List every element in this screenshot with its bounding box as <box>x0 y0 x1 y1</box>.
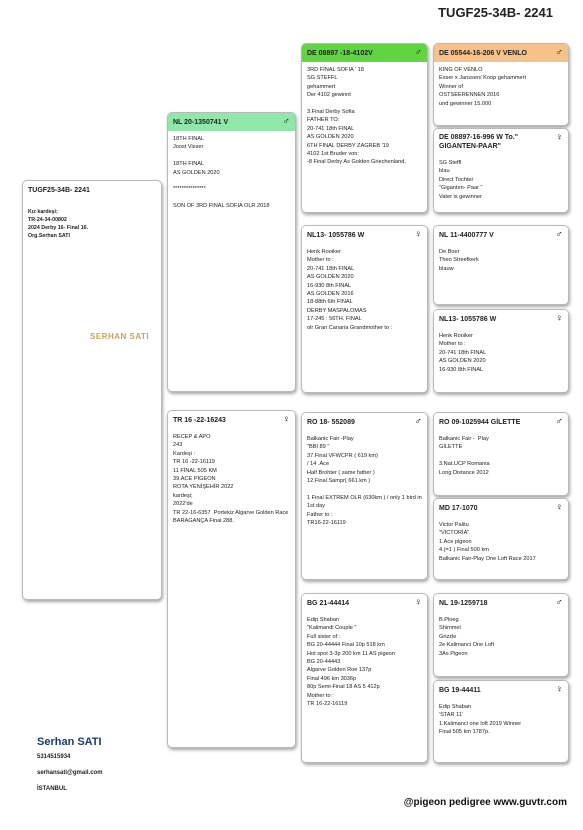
sds-info <box>434 244 568 277</box>
info-line: Kardeşi : <box>173 450 196 457</box>
info-line: BARAGANÇA Final 288. <box>173 518 234 525</box>
sds-ring: NL 11-4400777 V <box>439 231 494 239</box>
info-line: Der 4102 gewinnt <box>307 92 351 99</box>
female-icon: ♀ <box>414 229 422 240</box>
info-line: Edip Shaban <box>439 704 472 710</box>
info-line <box>173 194 290 202</box>
female-icon: ♀ <box>282 414 290 425</box>
info-line: BG 20-44444 Final 10p 518 km <box>307 642 385 649</box>
info-line: kardeşi; <box>173 492 193 499</box>
ss-ring: DE 08897 -18-4102V <box>307 49 373 57</box>
dss-info <box>434 431 568 481</box>
dam-header <box>168 411 295 429</box>
female-icon: ♀ <box>414 597 422 608</box>
info-line: 17-245 : 56TH. FINAL <box>307 316 362 323</box>
info-line: / 14 .Ace <box>307 461 330 468</box>
info-line: 6TH FINAL DERBY ZAGREB '19 <box>307 142 389 149</box>
ss-info <box>302 62 427 171</box>
sss-info <box>434 62 568 112</box>
dds-header <box>434 594 568 612</box>
info-line: 1.Kalimanci one loft 2019 Winner <box>439 720 522 727</box>
ddd-ring: BG 19-44411 <box>439 686 481 694</box>
subject-info <box>23 200 161 248</box>
info-line: Algarve Golden Roe 137p <box>307 667 372 674</box>
info-line: 12.Final Sampr( 661 km ) <box>307 478 371 485</box>
info-line: 3RD FINAL SOFIA ' 18 <box>307 67 364 73</box>
info-line: 2e Kalimanci One Loft <box>439 642 495 649</box>
info-line: Grizzle <box>439 633 457 640</box>
sd-info <box>302 244 427 336</box>
pedigree-title: TUGF25-34B- 2241 <box>438 5 553 20</box>
info-line: 18TH FINAL <box>173 136 205 142</box>
info-line: 80p Semi-Final 18 AS 5 412p <box>307 684 380 691</box>
info-line: Edip Shaban <box>307 617 340 623</box>
info-line: 20-741 18th FINAL <box>307 125 355 132</box>
card-ddd[interactable] <box>433 680 569 763</box>
info-line <box>307 100 422 108</box>
info-line: Theo Streefkerk <box>439 257 479 264</box>
info-line: Full sister of : <box>307 633 341 640</box>
male-icon: ♂ <box>555 229 563 240</box>
male-icon: ♂ <box>555 416 563 427</box>
info-line: Vater is gewinner <box>439 193 482 200</box>
card-sss[interactable] <box>433 43 569 126</box>
info-line: olr Gran Canaria Grandmother to : <box>307 324 393 331</box>
info-line: 243 <box>173 442 183 449</box>
info-line: TR 22-16-6357 Portekiz Algarve Golden Race <box>173 509 289 516</box>
info-line: 4.(=1 ) Final 500 km <box>439 547 489 554</box>
info-line: SON OF 3RD FINAL SOFIA OLR 2018 <box>173 203 270 210</box>
info-line: SG STEFFL <box>307 75 338 82</box>
info-line: 39.ACE PİGEON <box>173 476 216 483</box>
info-line: 20-741 18th FINAL <box>439 349 487 356</box>
info-line: Mother to : <box>307 257 334 264</box>
dd-header <box>302 594 427 612</box>
info-line: 1.Ace pigeon <box>439 538 472 545</box>
info-line: 3As Pigeon <box>439 650 468 657</box>
ddd-info <box>434 699 568 741</box>
info-line: blau <box>439 168 450 175</box>
ds-ring: RO 18- 552089 <box>307 418 355 426</box>
info-line: ROTA YENİŞEHİR 2022 <box>173 484 234 491</box>
info-line <box>307 485 422 493</box>
info-line: Half Brohter ( same father ) <box>307 469 375 476</box>
info-line: Victor Palitu <box>439 522 469 528</box>
sds-header <box>434 226 568 244</box>
male-icon: ♂ <box>555 597 563 608</box>
dss-header <box>434 413 568 431</box>
info-line: Henk Rooiker <box>307 249 341 255</box>
info-line: 11 FİNAL 505 KM <box>173 467 217 474</box>
card-sds[interactable] <box>433 225 569 305</box>
info-line: Esser x Janssen/ Koop gehammert <box>439 75 527 82</box>
info-line: "VICTORİA" <box>439 530 470 537</box>
dsd-header <box>434 499 568 517</box>
dam-ring: TR 16 -22-16243 <box>173 416 226 424</box>
info-line: 3.Nat.UCP Romania <box>439 461 490 468</box>
info-line: Mother to : <box>307 692 334 699</box>
info-line: gehammert <box>307 83 336 90</box>
sd-header <box>302 226 427 244</box>
info-line: und gewinner 15.000 <box>439 100 492 107</box>
info-line: FATHER TO: <box>307 117 340 124</box>
sdd-header <box>434 310 568 328</box>
card-ss[interactable] <box>301 43 428 213</box>
info-line: "Kalimandi Couple " <box>307 625 357 632</box>
info-line: Org.Serhan SATI <box>28 233 70 239</box>
female-icon: ♀ <box>555 132 563 143</box>
info-line: blauw <box>439 265 454 272</box>
info-line: 20-741 18th FINAL <box>307 265 355 272</box>
sss-ring: DE 05544-16-206 V VENLO <box>439 49 527 57</box>
card-subject[interactable] <box>22 180 162 600</box>
info-line: 18TH FINAL <box>173 161 205 168</box>
sdd-ring: NL13- 1055786 W <box>439 315 497 323</box>
info-line: OSTSEERENNEN 2016 <box>439 92 500 99</box>
dsd-info <box>434 517 568 567</box>
sire-info <box>168 131 295 215</box>
card-sire[interactable] <box>167 112 296 392</box>
info-line: 3.Final Derby Sofia <box>307 109 355 116</box>
card-sd[interactable] <box>301 225 428 393</box>
info-line: 'STAR 11' <box>439 712 463 719</box>
info-line: AS GOLDEN 2016 <box>307 291 354 298</box>
info-line: KING OF VENLO <box>439 67 483 73</box>
card-dds[interactable] <box>433 593 569 677</box>
info-line: 18-88th 6th FINAL <box>307 299 353 306</box>
info-line <box>439 452 563 460</box>
dss-ring: RO 09-1025944 GİLETTE <box>439 418 521 426</box>
sire-header <box>168 113 295 131</box>
info-line: De Boer <box>439 249 460 255</box>
info-line: Henk Rooiker <box>439 333 473 339</box>
info-line: SG Steffl <box>439 160 462 166</box>
male-icon: ♂ <box>282 116 290 127</box>
ssd-info <box>434 155 568 205</box>
owner-city: İSTANBUL <box>37 786 67 792</box>
info-line: Mother to : <box>439 341 466 348</box>
sss-header <box>434 44 568 62</box>
card-dsd[interactable] <box>433 498 569 580</box>
info-line: Hot spot 3-3p 200 km 11 AS pigeon <box>307 650 395 657</box>
male-icon: ♂ <box>414 47 422 58</box>
subject-ring: TUGF25-34B- 2241 <box>28 187 90 194</box>
dds-info <box>434 612 568 662</box>
sdd-info <box>434 328 568 378</box>
ssd-header <box>434 129 568 155</box>
ddd-header <box>434 681 568 699</box>
info-line: DERBY MASPALOMAS <box>307 307 367 314</box>
card-ds[interactable] <box>301 412 428 580</box>
info-line: Shimmel <box>439 625 461 632</box>
info-line: Winner of <box>439 83 463 90</box>
owner-phone: 5314515934 <box>37 754 71 760</box>
info-line: 16-930 8th FINAL <box>439 366 484 373</box>
info-line: TR 16-22-16119 <box>307 701 348 708</box>
dd-info <box>302 612 427 712</box>
info-line: 1 Final EXTREM OLR (630km ) / only 1 bird in 1st day <box>307 494 424 510</box>
dsd-ring: MD 17-1070 <box>439 504 478 512</box>
info-line: TR-24-34-00802 <box>28 217 67 223</box>
ds-info <box>302 431 427 531</box>
info-line: Direct Tochter <box>439 176 474 183</box>
info-line: *************** <box>173 186 206 193</box>
info-line: Final 505 km 1787p. <box>439 729 490 736</box>
dam-info <box>168 429 295 529</box>
card-dam[interactable] <box>167 410 296 748</box>
info-line: TR 16 -22-16119 <box>173 459 215 466</box>
female-icon: ♀ <box>555 502 563 513</box>
info-line: B.Ploeg <box>439 617 459 623</box>
info-line: -8 Final Derby As Golden Griechenland, <box>307 159 406 166</box>
info-line: AS GOLDEN 2020 <box>307 274 354 281</box>
info-line: BG 20-44443 <box>307 659 341 666</box>
sd-ring: NL13- 1055786 W <box>307 231 365 239</box>
info-line: TR16-22-16119 <box>307 520 346 527</box>
info-line: AS GOLDEN 2020 <box>439 358 486 365</box>
card-ssd[interactable] <box>433 128 569 213</box>
info-line: "BBI 89 " <box>307 444 330 451</box>
footer-website: @pigeon pedigree www.guvtr.com <box>403 797 567 808</box>
ss-header <box>302 44 427 62</box>
info-line: Father to : <box>307 511 333 518</box>
male-icon: ♂ <box>555 47 563 58</box>
info-line: 4102 1st Bruder von: <box>307 151 359 158</box>
info-line: GİLETTE <box>439 444 463 451</box>
info-line: Balkanic Fair-Play One Loft Race 2017 <box>439 555 536 562</box>
dd-ring: BG 21-44414 <box>307 599 350 607</box>
info-line: RECEP & APO <box>173 434 211 440</box>
female-icon: ♀ <box>555 684 563 695</box>
card-dd[interactable] <box>301 593 428 763</box>
card-sdd[interactable] <box>433 309 569 393</box>
card-dss[interactable] <box>433 412 569 496</box>
info-line: 2024 Derby 16- Final 16. <box>28 225 89 231</box>
male-icon: ♂ <box>414 416 422 427</box>
info-line: 2022'de <box>173 501 193 508</box>
info-line: Final 496 km 3036p <box>307 675 357 682</box>
sire-ring: NL 20-1350741 V <box>173 118 229 126</box>
info-line: 16-930 8th FINAL <box>307 282 352 289</box>
ds-header <box>302 413 427 431</box>
info-line: Joost Visser <box>173 144 204 151</box>
info-line: AS GOLDEN 2020 <box>307 134 354 141</box>
owner-name: Serhan SATI <box>37 736 102 748</box>
info-line <box>173 177 290 185</box>
dds-ring: NL 19-1259718 <box>439 599 488 607</box>
info-line: AS GOLDEN 2020 <box>173 169 220 176</box>
info-line: Long Distance 2012 <box>439 469 489 476</box>
info-line: 37.Final VFWCPR ( 619 km) <box>307 452 378 459</box>
owner-email: serhansati@gmail.com <box>37 770 103 776</box>
info-line: Balkanic Fair -Play <box>307 436 354 442</box>
info-line: Kız kardeşi; <box>28 209 58 215</box>
info-line <box>173 152 290 160</box>
info-line: Balkanic Fair - Play <box>439 436 489 442</box>
female-icon: ♀ <box>555 313 563 324</box>
watermark-brand: SERHAN SATI <box>90 332 150 341</box>
ssd-ring: DE 08897-16-996 W To." GIGANTEN-PAAR" <box>439 134 519 150</box>
info-line: "Giganten- Paar " <box>439 185 483 192</box>
